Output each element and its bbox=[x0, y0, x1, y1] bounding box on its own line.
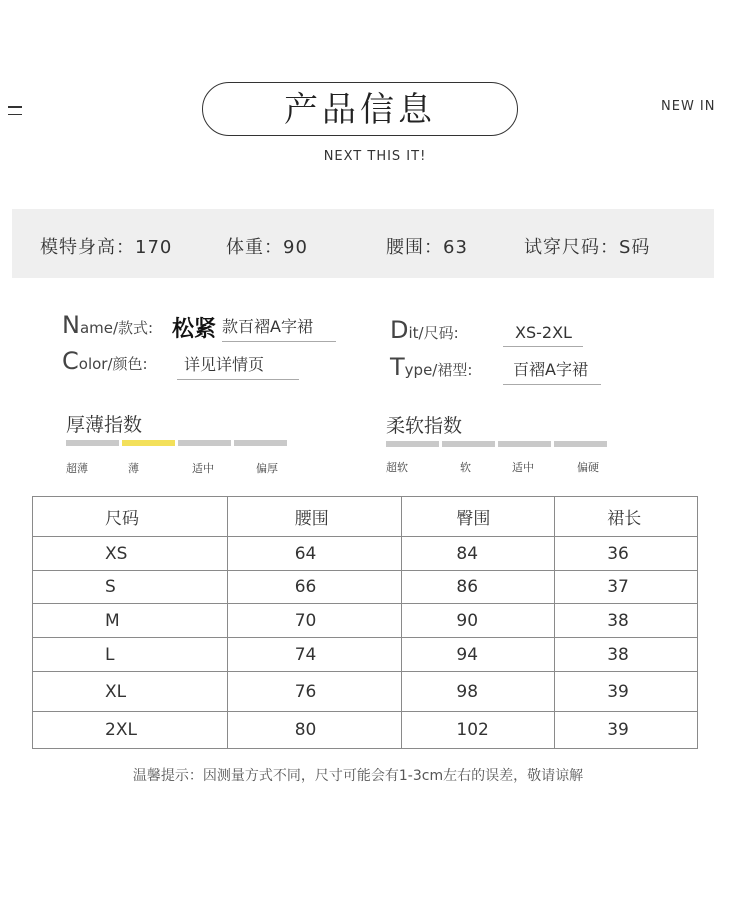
table-row bbox=[33, 604, 698, 638]
color-label-text: olor/颜色: bbox=[78, 355, 148, 373]
color-label bbox=[62, 347, 148, 375]
cell-waist: 76 bbox=[227, 672, 402, 712]
cell-size: M bbox=[33, 604, 228, 638]
size-table bbox=[32, 496, 698, 749]
softness-title: 柔软指数 bbox=[386, 415, 463, 437]
table-row bbox=[33, 537, 698, 571]
cell-length: 37 bbox=[555, 571, 698, 604]
name-label bbox=[62, 311, 153, 339]
thickness-segment-4 bbox=[234, 440, 287, 446]
header-length: 裙长 bbox=[555, 497, 698, 537]
thickness-segment-3 bbox=[178, 440, 231, 446]
cell-waist: 74 bbox=[227, 638, 402, 672]
softness-label-2: 软 bbox=[460, 461, 471, 474]
table-row bbox=[33, 571, 698, 604]
cell-hip: 98 bbox=[402, 672, 555, 712]
cell-size: S bbox=[33, 571, 228, 604]
type-value: 百褶A字裙 bbox=[503, 357, 601, 385]
section-title-pill bbox=[202, 82, 518, 136]
size-label bbox=[390, 316, 459, 344]
cell-hip: 94 bbox=[402, 638, 555, 672]
cell-waist: 80 bbox=[227, 712, 402, 749]
name-label-text: ame/款式: bbox=[79, 319, 154, 337]
color-label-initial: C bbox=[62, 347, 79, 375]
thickness-segment-1 bbox=[66, 440, 119, 446]
table-row bbox=[33, 672, 698, 712]
size-label-text: it/尺码: bbox=[408, 324, 459, 342]
softness-label-4: 偏硬 bbox=[577, 461, 599, 474]
header-hip: 臀围 bbox=[402, 497, 555, 537]
section-title: 产品信息 bbox=[284, 90, 436, 130]
model-weight: 体重：90 bbox=[226, 237, 308, 258]
thickness-label-1: 超薄 bbox=[66, 462, 88, 475]
cell-length: 38 bbox=[555, 604, 698, 638]
cell-hip: 86 bbox=[402, 571, 555, 604]
type-label-text: ype/裙型: bbox=[404, 361, 473, 379]
name-brush-text: 松紧 bbox=[172, 316, 217, 342]
thickness-label-3: 适中 bbox=[192, 462, 214, 475]
thickness-label-4: 偏厚 bbox=[256, 462, 278, 475]
type-label-initial: T bbox=[390, 353, 405, 381]
cell-length: 39 bbox=[555, 712, 698, 749]
table-row bbox=[33, 638, 698, 672]
cell-size: XS bbox=[33, 537, 228, 571]
menu-icon[interactable] bbox=[8, 106, 22, 121]
cell-waist: 64 bbox=[227, 537, 402, 571]
cell-length: 36 bbox=[555, 537, 698, 571]
cell-hip: 90 bbox=[402, 604, 555, 638]
table-row bbox=[33, 712, 698, 749]
color-value: 详见详情页 bbox=[177, 352, 299, 380]
new-in-link[interactable]: NEW IN bbox=[661, 99, 716, 114]
cell-size: 2XL bbox=[33, 712, 228, 749]
type-label bbox=[390, 353, 472, 381]
cell-size: XL bbox=[33, 672, 228, 712]
softness-segment-3 bbox=[498, 441, 551, 447]
thickness-title: 厚薄指数 bbox=[66, 414, 143, 436]
softness-label-3: 适中 bbox=[512, 461, 534, 474]
cell-length: 38 bbox=[555, 638, 698, 672]
model-height: 模特身高：170 bbox=[40, 237, 173, 258]
model-size: 试穿尺码：S码 bbox=[524, 237, 651, 258]
size-value: XS-2XL bbox=[503, 323, 583, 347]
model-waist: 腰围：63 bbox=[386, 237, 468, 258]
header-size: 尺码 bbox=[33, 497, 228, 537]
header-waist: 腰围 bbox=[227, 497, 402, 537]
name-label-initial: N bbox=[62, 311, 80, 339]
thickness-label-2: 薄 bbox=[128, 462, 139, 475]
softness-segment-2 bbox=[442, 441, 495, 447]
name-value: 款百褶A字裙 bbox=[222, 314, 336, 342]
softness-label-1: 超软 bbox=[386, 461, 408, 474]
table-header-row bbox=[33, 497, 698, 537]
size-label-initial: D bbox=[390, 316, 409, 344]
section-subtitle: NEXT THIS IT! bbox=[323, 149, 427, 164]
cell-hip: 102 bbox=[402, 712, 555, 749]
cell-waist: 70 bbox=[227, 604, 402, 638]
measurement-note: 温馨提示：因测量方式不同，尺寸可能会有1-3cm左右的误差，敬请谅解 bbox=[132, 768, 584, 784]
cell-hip: 84 bbox=[402, 537, 555, 571]
cell-waist: 66 bbox=[227, 571, 402, 604]
thickness-segment-2 bbox=[122, 440, 175, 446]
softness-segment-4 bbox=[554, 441, 607, 447]
cell-length: 39 bbox=[555, 672, 698, 712]
cell-size: L bbox=[33, 638, 228, 672]
softness-segment-1 bbox=[386, 441, 439, 447]
